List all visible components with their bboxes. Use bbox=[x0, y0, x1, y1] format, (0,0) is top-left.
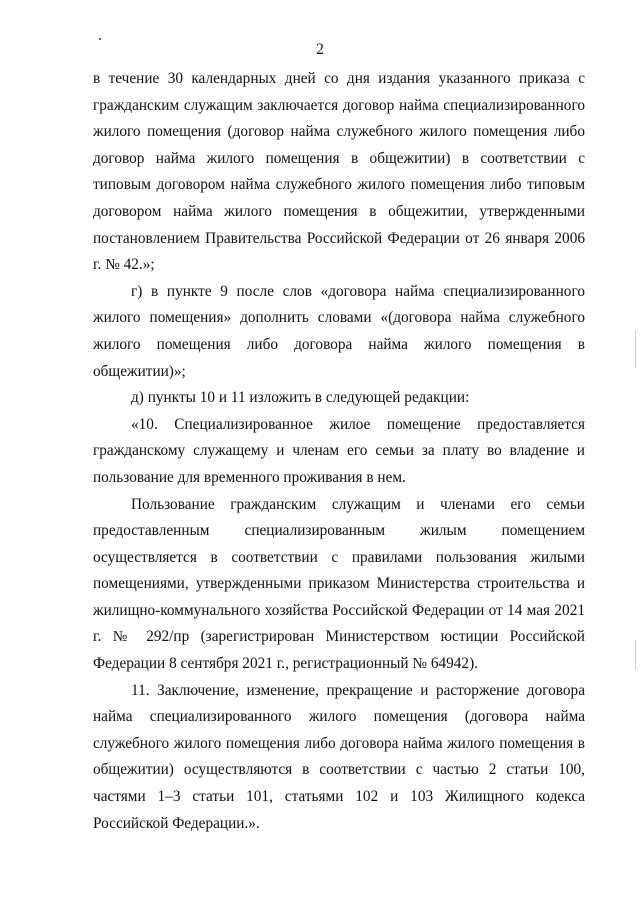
paragraph-point-10: «10. Специализированное жилое помещение предоставляется гражданскому служащему и членам его семьи за плату во владение и пользование для временного проживания в нем. bbox=[93, 415, 585, 486]
page-number: 2 bbox=[316, 41, 324, 58]
document-body bbox=[93, 66, 585, 837]
paragraph-item-g: г) в пункте 9 после слов «договора найма специализированного жилого помещения» дополнить словами «(договора найма служебного жилого помещения либо договора найма жилого помещения в общежитии)»; bbox=[93, 282, 585, 380]
paragraph-point-10-usage: Пользование гражданским служащим и членами его семьи предоставленным специализированным жилым помещением осуществляется в соответствии с правилами пользования жилыми помещениями, утвержденными приказом Министерства строительства и жилищно-коммунального хозяйства Российской Федерации от 14 мая 2021 г. № 292/пр (зарегистрирован Министерством юстиции Российской Федерации 8 сентября 2021 г., регистрационный № 64942). bbox=[93, 495, 585, 673]
paragraph-point-11: 11. Заключение, изменение, прекращение и расторжение договора найма специализированного жилого помещения (договора найма служебного жилого помещения либо договора найма жилого помещения в общежитии) осуществляются в соответствии с частью 2 статьи 100, частями 1–3 статьи 101, статьями 102 и 103 Жилищного кодекса Российской Федерации.». bbox=[93, 681, 585, 832]
paragraph-item-d: д) пункты 10 и 11 изложить в следующей редакции: bbox=[131, 389, 470, 407]
paragraph-continuation: в течение 30 календарных дней со дня издания указанного приказа с гражданским служащим заключается договор найма специализированного жилого помещения (договор найма служебного жилого помещения либо договор найма жилого помещения в общежитии) в соответствии с типовым договором найма служебного жилого помещения либо типовым договором найма жилого помещения в общежитии, утвержденными постановлением Правительства Российской Федерации от 26 января 2006 г. № 42.»; bbox=[93, 70, 585, 274]
scan-edge-mark bbox=[635, 330, 636, 368]
scan-edge-mark bbox=[635, 640, 636, 670]
